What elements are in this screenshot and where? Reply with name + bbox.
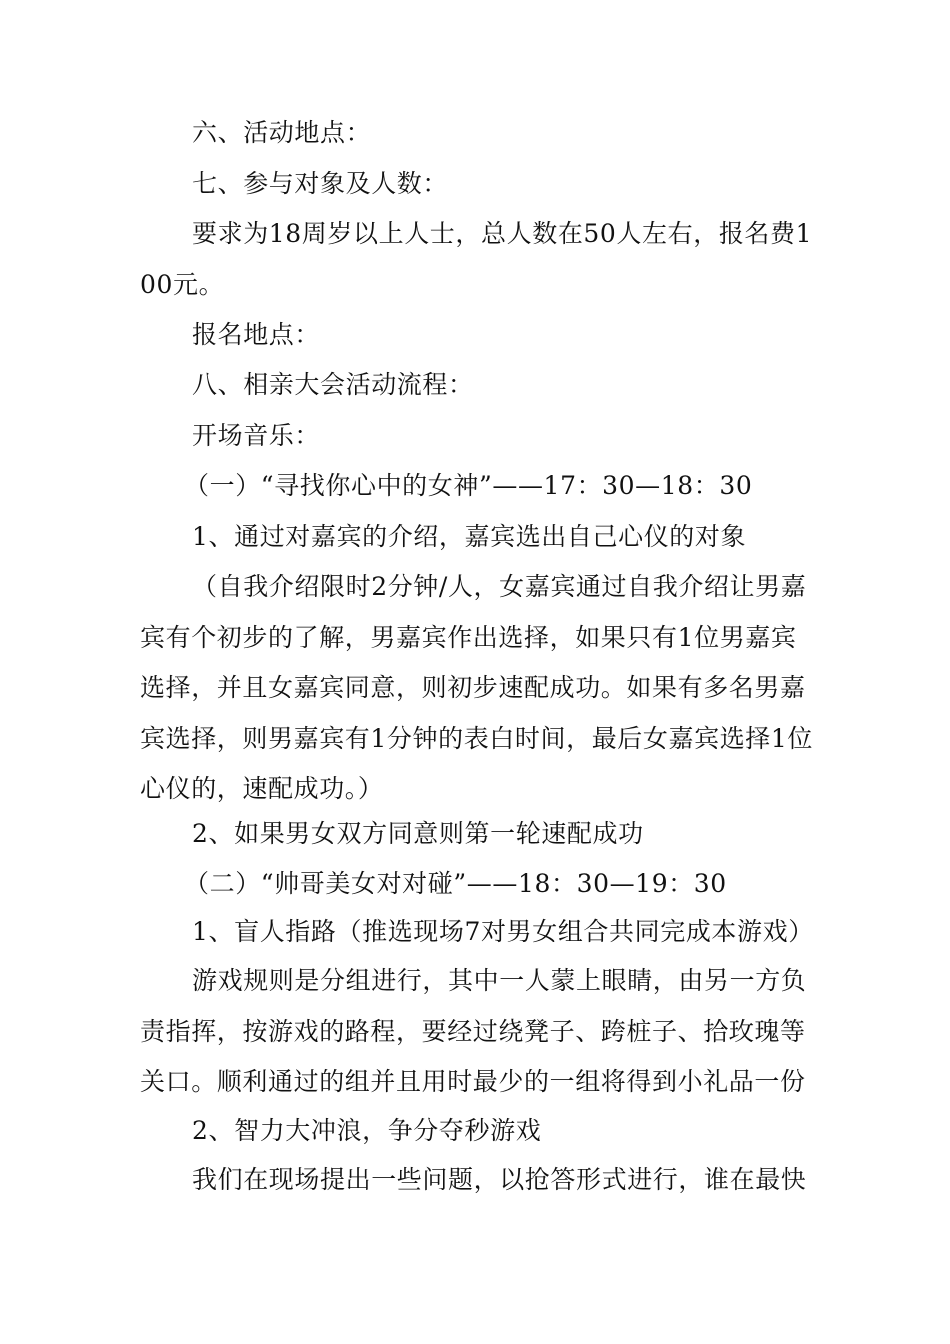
segment-two-step-one: 1、盲人指路（推选现场7对男女组合共同完成本游戏） [192,917,814,946]
section-seven-heading: 七、参与对象及人数： [192,169,449,198]
quiz-description: 我们在现场提出一些问题，以抢答形式进行，谁在最快 [192,1165,807,1194]
opening-music: 开场音乐： [192,421,321,450]
segment-two-heading: （二）“帅哥美女对对碰”——18：30—19：30 [184,869,727,898]
segment-one-heading: （一）“寻找你心中的女神”——17：30—18：30 [184,471,753,500]
section-six-heading: 六、活动地点： [192,118,372,147]
registration-location: 报名地点： [192,320,321,349]
blind-guide-rules: 游戏规则是分组进行，其中一人蒙上眼睛，由另一方负责指挥，按游戏的路程，要经过绕凳子、跨桩子、拾玫瑰等关口。顺利通过的组并且用时最少的一组将得到小礼品一份 [140,966,807,1096]
segment-one-step-two: 2、如果男女双方同意则第一轮速配成功 [192,819,644,848]
segment-two-step-two: 2、智力大冲浪，争分夺秒游戏 [192,1116,542,1145]
participant-requirements: 要求为18周岁以上人士，总人数在50人左右，报名费100元。 [140,219,813,299]
segment-one-step-one: 1、通过对嘉宾的介绍，嘉宾选出自己心仪的对象 [192,522,747,551]
segment-one-rules: （自我介绍限时2分钟/人，女嘉宾通过自我介绍让男嘉宾有个初步的了解，男嘉宾作出选择，如果只有1位男嘉宾选择，并且女嘉宾同意，则初步速配成功。如果有多名男嘉宾选择，则男嘉宾有1分钟的表白时间，最后女嘉宾选择1位心仪的，速配成功。） [140,572,814,803]
section-eight-heading: 八、相亲大会活动流程： [192,370,474,399]
